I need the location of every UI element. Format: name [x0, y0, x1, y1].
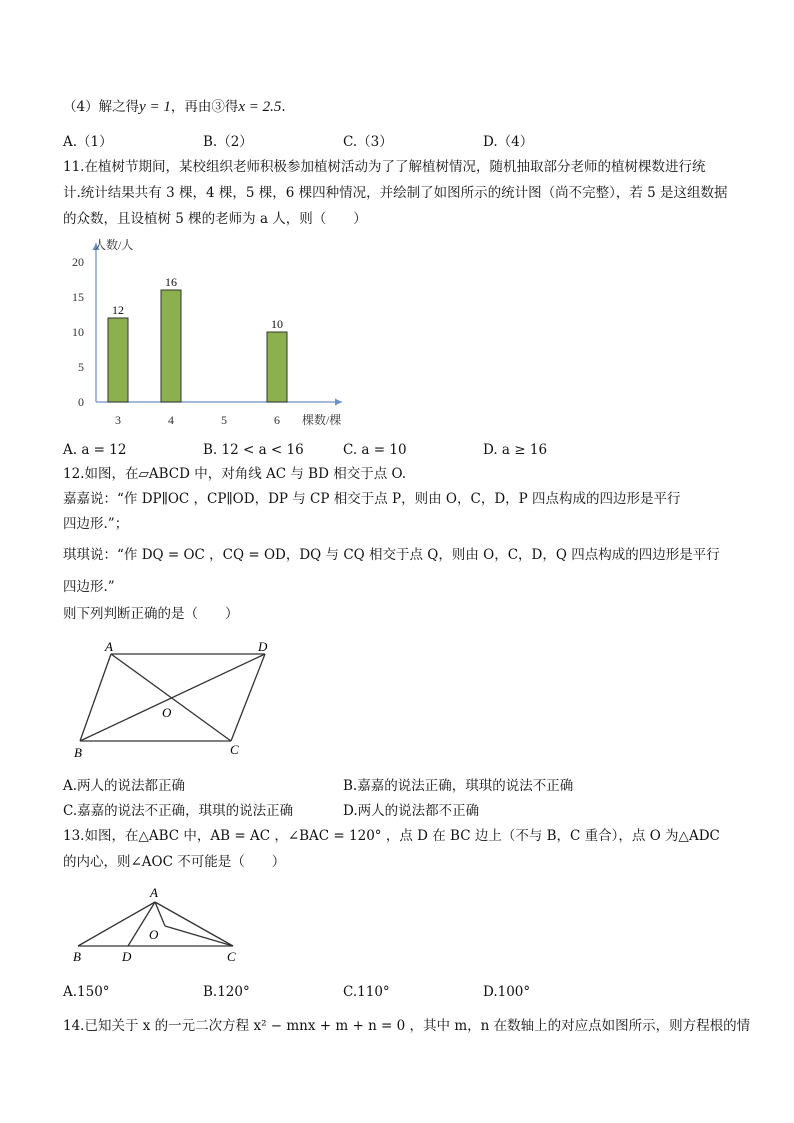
diagonal-bd — [80, 654, 265, 741]
label-c: C — [227, 949, 236, 964]
side-ab — [78, 902, 155, 946]
prev-option-c[interactable]: C.（3） — [343, 134, 393, 150]
prev-line-math-y: y = 1 — [139, 99, 171, 115]
q12-line-1: 12.如图，在▱ABCD 中，对角线 AC 与 BD 相交于点 O. — [63, 466, 407, 482]
q12-line-2: 嘉嘉说：“作 DP∥OC ，CP∥OD，DP 与 CP 相交于点 P，则由 O，C，D，P 四点构成的四边形是平行 — [63, 491, 681, 507]
label-a: A — [105, 639, 113, 654]
q13-option-b[interactable]: B.120° — [203, 984, 250, 1000]
q11-option-c[interactable]: C. a = 10 — [343, 442, 407, 458]
label-o: O — [162, 705, 172, 720]
y-tick-label: 0 — [78, 395, 84, 409]
q12-option-a[interactable]: A.两人的说法都正确 — [63, 778, 186, 794]
q13-line-2: 的内心，则∠AOC 不可能是（ ） — [63, 854, 286, 870]
label-b: B — [74, 745, 82, 760]
prev-option-b[interactable]: B.（2） — [203, 134, 253, 150]
q11-line-3: 的众数，且设植树 5 棵的老师为 a 人，则（ ） — [63, 211, 367, 227]
label-c: C — [230, 742, 239, 757]
side-ac — [155, 902, 233, 946]
data-label: 16 — [165, 275, 177, 289]
triangle-figure — [65, 880, 255, 970]
data-label: 12 — [112, 303, 124, 317]
label-d: D — [122, 949, 132, 964]
segment-oc — [165, 926, 233, 946]
label-d: D — [258, 639, 268, 654]
y-tick-label: 20 — [72, 255, 84, 269]
prev-line-text: （4）解之得 — [63, 99, 140, 115]
x-axis-arrow — [335, 399, 342, 406]
y-tick-label: 15 — [72, 290, 84, 304]
x-tick-label: 4 — [168, 413, 174, 427]
bar — [161, 290, 181, 402]
x-tick-label: 6 — [274, 413, 280, 427]
q12-option-b[interactable]: B.嘉嘉的说法正确，琪琪的说法不正确 — [343, 778, 574, 794]
q12-line-3: 四边形.”； — [63, 516, 129, 532]
q12-line-6: 则下列判断正确的是（ ） — [63, 606, 239, 622]
q12-line-5: 四边形.” — [63, 579, 115, 595]
bar — [267, 332, 287, 402]
y-axis-label: 人数/人 — [94, 238, 134, 252]
prev-line-math-x: x = 2.5 — [238, 99, 282, 115]
bar-chart — [60, 235, 360, 435]
q11-line-2: 计.统计结果共有 3 棵，4 棵，5 棵，6 棵四种情况，并绘制了如图所示的统计图（尚不完整），若 5 是这组数据 — [63, 185, 728, 201]
q12-option-d[interactable]: D.两人的说法都不正确 — [343, 803, 480, 819]
q11-option-b[interactable]: B. 12 < a < 16 — [203, 442, 304, 458]
q11-option-d[interactable]: D. a ≥ 16 — [483, 442, 548, 458]
prev-line-text-mid: ，再由③得 — [170, 99, 239, 115]
data-label: 10 — [271, 317, 283, 331]
parallelogram-figure — [60, 635, 280, 765]
x-tick-label: 5 — [221, 413, 227, 427]
label-a: A — [150, 885, 158, 900]
q13-option-c[interactable]: C.110° — [343, 984, 390, 1000]
q13-option-a[interactable]: A.150° — [63, 984, 110, 1000]
q14-line-1: 14.已知关于 x 的一元二次方程 x² − mnx + m + n = 0 ，其中 m，n 在数轴上的对应点如图所示，则方程根的情 — [63, 1018, 751, 1034]
q13-option-d[interactable]: D.100° — [483, 984, 531, 1000]
q12-option-c[interactable]: C.嘉嘉的说法不正确，琪琪的说法正确 — [63, 803, 294, 819]
q11-option-a[interactable]: A. a = 12 — [63, 442, 127, 458]
segment-ao — [155, 902, 165, 926]
x-axis-label: 棵数/棵 — [302, 413, 342, 427]
label-b: B — [73, 949, 81, 964]
y-tick-label: 5 — [78, 360, 84, 374]
x-tick-label: 3 — [115, 413, 121, 427]
prev-option-d[interactable]: D.（4） — [483, 134, 534, 150]
prev-line-period: . — [281, 99, 286, 115]
y-tick-label: 10 — [72, 325, 84, 339]
prev-option-a[interactable]: A.（1） — [63, 134, 113, 150]
q12-line-4: 琪琪说：“作 DQ = OC ，CQ = OD，DQ 与 CQ 相交于点 Q，则由 O，C，D，Q 四点构成的四边形是平行 — [63, 547, 720, 563]
bar — [108, 318, 128, 402]
q13-line-1: 13.如图，在△ABC 中，AB = AC ，∠BAC = 120° ，点 D 在 BC 边上（不与 B，C 重合），点 O 为△ADC — [63, 828, 720, 844]
q11-line-1: 11.在植树节期间，某校组织老师积极参加植树活动为了了解植树情况，随机抽取部分老师的植树棵数进行统 — [63, 159, 706, 175]
label-o: O — [149, 927, 159, 942]
prev-question-line — [63, 98, 286, 116]
